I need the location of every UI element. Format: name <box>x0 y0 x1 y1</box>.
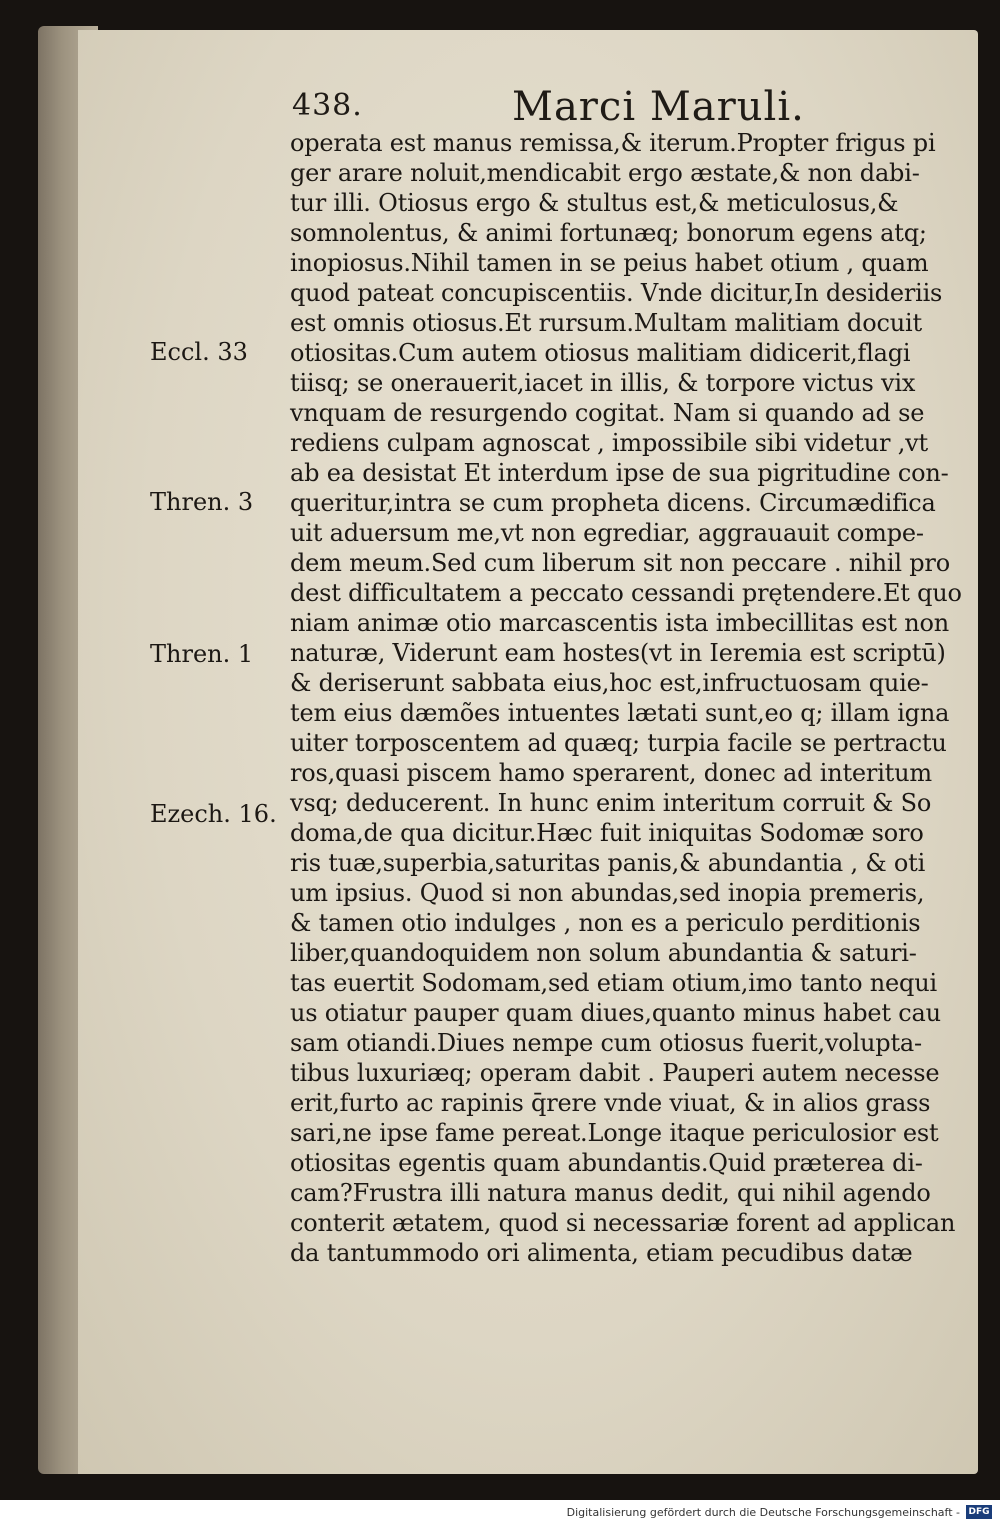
text-line: ris tuæ,superbia,saturitas panis,& abundantia , & oti <box>290 849 926 877</box>
dfg-logo: DFG <box>966 1505 992 1519</box>
text-line: ab ea desistat Et interdum ipse de sua pigritudine con- <box>290 459 949 487</box>
text-line: quod pateat concupiscentiis. Vnde dicitur,In desideriis <box>290 279 943 307</box>
text-line: dest difficultatem a peccato cessandi prętendere.Et quo <box>290 579 962 607</box>
text-line: otiositas egentis quam abundantis.Quid præterea di- <box>290 1149 923 1177</box>
text-line: otiositas.Cum autem otiosus malitiam didicerit,flagi <box>290 339 911 367</box>
text-line: somnolentus, & animi fortunæq; bonorum egens atq; <box>290 219 927 247</box>
text-line: uit aduersum me,vt non egrediar, aggrauauit compe- <box>290 519 924 547</box>
body-text <box>290 128 962 1268</box>
text-line: doma,de qua dicitur.Hæc fuit iniquitas Sodomæ soro <box>290 819 924 847</box>
marginal-note: Thren. 1 <box>150 640 254 668</box>
text-line: sari,ne ipse fame pereat.Longe itaque periculosior est <box>290 1119 939 1147</box>
footer-bar <box>0 1500 1000 1524</box>
text-line: tiisq; se onerauerit,iacet in illis, & torpore victus vix <box>290 369 916 397</box>
page-number: 438. <box>292 88 363 123</box>
page-header <box>292 84 932 128</box>
text-line: operata est manus remissa,& iterum.Propter frigus pi <box>290 129 936 157</box>
text-line: conterit ætatem, quod si necessariæ forent ad applican <box>290 1209 956 1237</box>
marginal-note: Thren. 3 <box>150 488 254 516</box>
funding-credit: Digitalisierung gefördert durch die Deutsche Forschungsgemeinschaft - <box>566 1506 960 1519</box>
text-line: liber,quandoquidem non solum abundantia & saturi- <box>290 939 917 967</box>
text-line: niam animæ otio marcascentis ista imbecillitas est non <box>290 609 950 637</box>
text-line: inopiosus.Nihil tamen in se peius habet otium , quam <box>290 249 929 277</box>
marginal-note: Eccl. 33 <box>150 338 248 366</box>
text-line: ger arare noluit,mendicabit ergo æstate,& non dabi- <box>290 159 920 187</box>
text-line: & deriserunt sabbata eius,hoc est,infructuosam quie- <box>290 669 929 697</box>
text-line: vsq; deducerent. In hunc enim interitum corruit & So <box>290 789 932 817</box>
text-line: da tantummodo ori alimenta, etiam pecudibus datæ <box>290 1239 913 1267</box>
text-line: cam?Frustra illi natura manus dedit, qui nihil agendo <box>290 1179 931 1207</box>
text-line: tem eius dæmões intuentes lætati sunt,eo q; illam igna <box>290 699 950 727</box>
text-line: dem meum.Sed cum liberum sit non peccare . nihil pro <box>290 549 950 577</box>
text-line: uiter torposcentem ad quæq; turpia facile se pertractu <box>290 729 947 757</box>
text-line: rediens culpam agnoscat , impossibile sibi videtur ,vt <box>290 429 928 457</box>
marginal-note: Ezech. 16. <box>150 800 277 828</box>
text-line: tur illi. Otiosus ergo & stultus est,& meticulosus,& <box>290 189 899 217</box>
text-line: & tamen otio indulges , non es a periculo perditionis <box>290 909 921 937</box>
text-line: tas euertit Sodomam,sed etiam otium,imo tanto nequi <box>290 969 937 997</box>
text-line: um ipsius. Quod si non abundas,sed inopia premeris, <box>290 879 925 907</box>
text-line: ros,quasi piscem hamo sperarent, donec ad interitum <box>290 759 932 787</box>
text-line: us otiatur pauper quam diues,quanto minus habet cau <box>290 999 941 1027</box>
text-line: queritur,intra se cum propheta dicens. Circumædifica <box>290 489 936 517</box>
text-line: erit,furto ac rapinis q̄rere vnde viuat, & in alios grass <box>290 1089 931 1117</box>
running-title: Marci Maruli. <box>512 84 805 130</box>
text-line: sam otiandi.Diues nempe cum otiosus fuerit,volupta- <box>290 1029 922 1057</box>
text-line: est omnis otiosus.Et rursum.Multam malitiam docuit <box>290 309 922 337</box>
text-line: naturæ, Viderunt eam hostes(vt in Ieremia est scriptū) <box>290 639 946 667</box>
text-line: vnquam de resurgendo cogitat. Nam si quando ad se <box>290 399 925 427</box>
text-line: tibus luxuriæq; operam dabit . Pauperi autem necesse <box>290 1059 940 1087</box>
